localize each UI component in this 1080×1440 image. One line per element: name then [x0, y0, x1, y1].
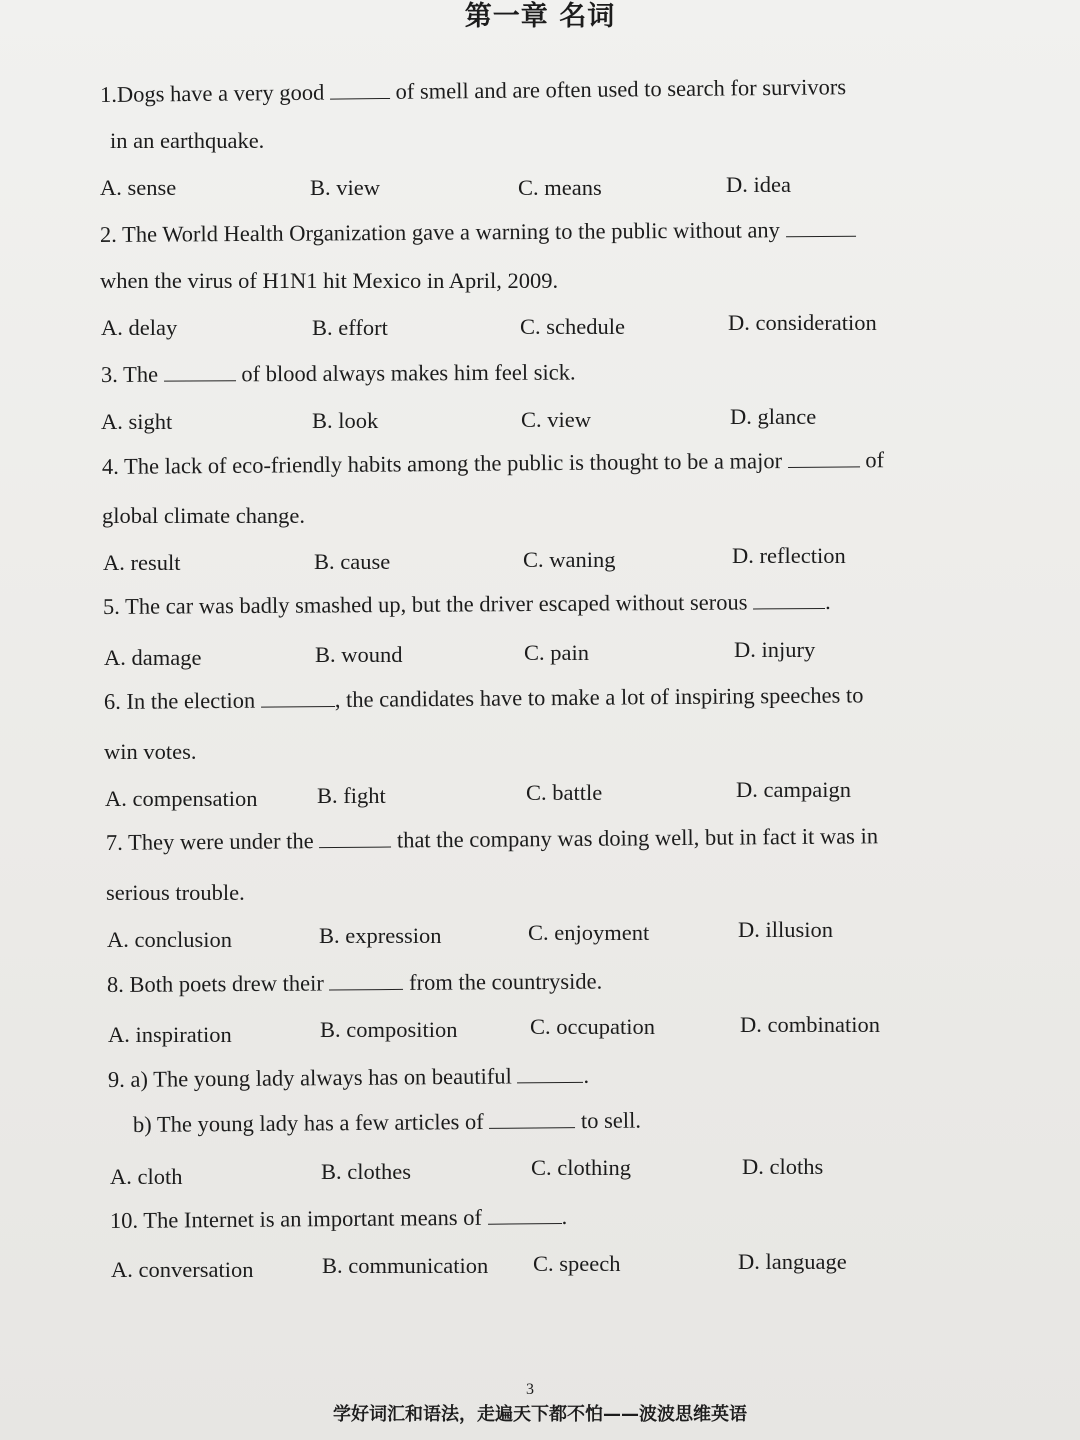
- question-5-line-1: [103, 587, 831, 622]
- question-text: 4. The lack of eco-friendly habits among the public is thought to be a major: [101, 448, 788, 479]
- option-c: C. speech: [533, 1251, 621, 1276]
- option-b: B. composition: [320, 1017, 458, 1042]
- answer-blank: [487, 1203, 561, 1225]
- option-a: A. result: [103, 550, 181, 575]
- option-b: B. fight: [317, 783, 386, 808]
- question-text: 10. The Internet is an important means of: [109, 1204, 488, 1233]
- question-text: serious trouble.: [106, 880, 245, 905]
- option-c: C. enjoyment: [528, 920, 650, 945]
- option-b: B. clothes: [321, 1159, 411, 1184]
- question-4-line-1: [102, 445, 884, 482]
- question-4-line-2: [102, 501, 305, 531]
- answer-blank: [788, 446, 860, 468]
- question-6-line-1: [104, 680, 864, 717]
- question-1-line-2: [110, 126, 264, 156]
- option-a: A. inspiration: [108, 1022, 232, 1047]
- question-text: .: [824, 588, 831, 614]
- option-a: A. damage: [104, 645, 202, 670]
- question-10-line-1: [110, 1202, 567, 1236]
- option-c: C. battle: [526, 780, 603, 805]
- question-1-line-1: [100, 72, 846, 110]
- option-a: A. delay: [101, 315, 178, 340]
- option-b: B. effort: [312, 315, 388, 340]
- option-d: D. consideration: [728, 310, 877, 335]
- question-text: win votes.: [104, 739, 197, 764]
- option-b: B. expression: [319, 923, 442, 948]
- question-6-line-2: [104, 737, 197, 767]
- question-2-line-1: [100, 215, 856, 250]
- option-d: D. reflection: [732, 543, 846, 568]
- option-a: A. conversation: [111, 1257, 254, 1282]
- question-text: when the virus of H1N1 hit Mexico in April, 2009.: [100, 268, 559, 293]
- option-d: D. illusion: [738, 917, 834, 942]
- option-b: B. wound: [315, 642, 403, 667]
- question-text: of smell and are often used to search for survivors: [389, 74, 847, 104]
- question-9-line-1: [108, 1061, 589, 1095]
- option-c: C. occupation: [530, 1014, 655, 1039]
- question-text: 3. The: [100, 361, 164, 387]
- page-number: 3: [526, 1381, 534, 1398]
- answer-blank: [329, 969, 403, 991]
- question-text: 6. In the election: [103, 687, 261, 714]
- question-text: that the company was doing well, but in fact it was in: [391, 823, 879, 853]
- question-9-line-2: [133, 1106, 641, 1140]
- question-text: to sell.: [575, 1107, 642, 1134]
- answer-blank: [785, 216, 855, 237]
- question-text: , the candidates have to make a lot of inspiring speeches to: [334, 682, 864, 712]
- option-b: B. look: [312, 408, 379, 433]
- question-text: 9. a) The young lady always has on beautiful: [107, 1063, 518, 1092]
- option-a: A. cloth: [110, 1164, 183, 1189]
- footer-slogan: 学好词汇和语法，走遍天下都不怕——波波思维英语: [333, 1404, 747, 1425]
- option-c: C. pain: [524, 640, 589, 665]
- question-8-line-1: [107, 967, 602, 1000]
- option-b: B. view: [310, 175, 380, 200]
- question-text: of blood always makes him feel sick.: [235, 359, 576, 387]
- option-c: C. waning: [523, 547, 616, 572]
- question-text: .: [583, 1062, 590, 1088]
- question-text: b) The young lady has a few articles of: [132, 1108, 490, 1137]
- question-7-line-1: [106, 821, 878, 858]
- option-a: A. compensation: [105, 786, 258, 811]
- question-text: 7. They were under the: [105, 828, 320, 855]
- option-c: C. schedule: [520, 314, 625, 339]
- answer-blank: [489, 1107, 575, 1129]
- answer-blank: [753, 588, 825, 610]
- option-d: D. combination: [740, 1012, 880, 1037]
- option-d: D. language: [738, 1249, 847, 1274]
- question-text: from the countryside.: [403, 968, 603, 995]
- question-text: in an earthquake.: [110, 128, 265, 153]
- answer-blank: [517, 1062, 583, 1084]
- option-a: A. sight: [101, 409, 173, 434]
- question-text: 5. The car was badly smashed up, but the driver escaped without serous: [102, 589, 754, 619]
- question-text: of: [859, 447, 885, 473]
- answer-blank: [330, 78, 390, 100]
- option-c: C. means: [518, 175, 602, 200]
- option-d: D. glance: [730, 404, 817, 429]
- option-a: A. conclusion: [107, 927, 232, 952]
- question-3-line-1: [101, 358, 576, 390]
- answer-blank: [164, 360, 236, 381]
- option-c: C. clothing: [531, 1155, 631, 1180]
- option-d: D. campaign: [736, 777, 851, 802]
- option-a: A. sense: [100, 175, 177, 200]
- option-b: B. communication: [322, 1253, 489, 1278]
- question-text: .: [561, 1204, 568, 1230]
- question-text: 1.Dogs have a very good: [99, 79, 331, 107]
- option-d: D. injury: [734, 637, 816, 662]
- question-2-line-2: [100, 266, 558, 296]
- option-d: D. idea: [726, 172, 791, 197]
- answer-blank: [319, 827, 391, 849]
- option-b: B. cause: [314, 549, 391, 574]
- answer-blank: [261, 686, 335, 708]
- question-text: 8. Both poets drew their: [106, 970, 330, 997]
- option-c: C. view: [521, 407, 591, 432]
- question-text: 2. The World Health Organization gave a warning to the public without any: [99, 217, 786, 247]
- option-d: D. cloths: [742, 1154, 824, 1179]
- question-text: global climate change.: [102, 503, 306, 528]
- chapter-title: 第一章 名词: [464, 1, 616, 32]
- question-7-line-2: [106, 878, 245, 908]
